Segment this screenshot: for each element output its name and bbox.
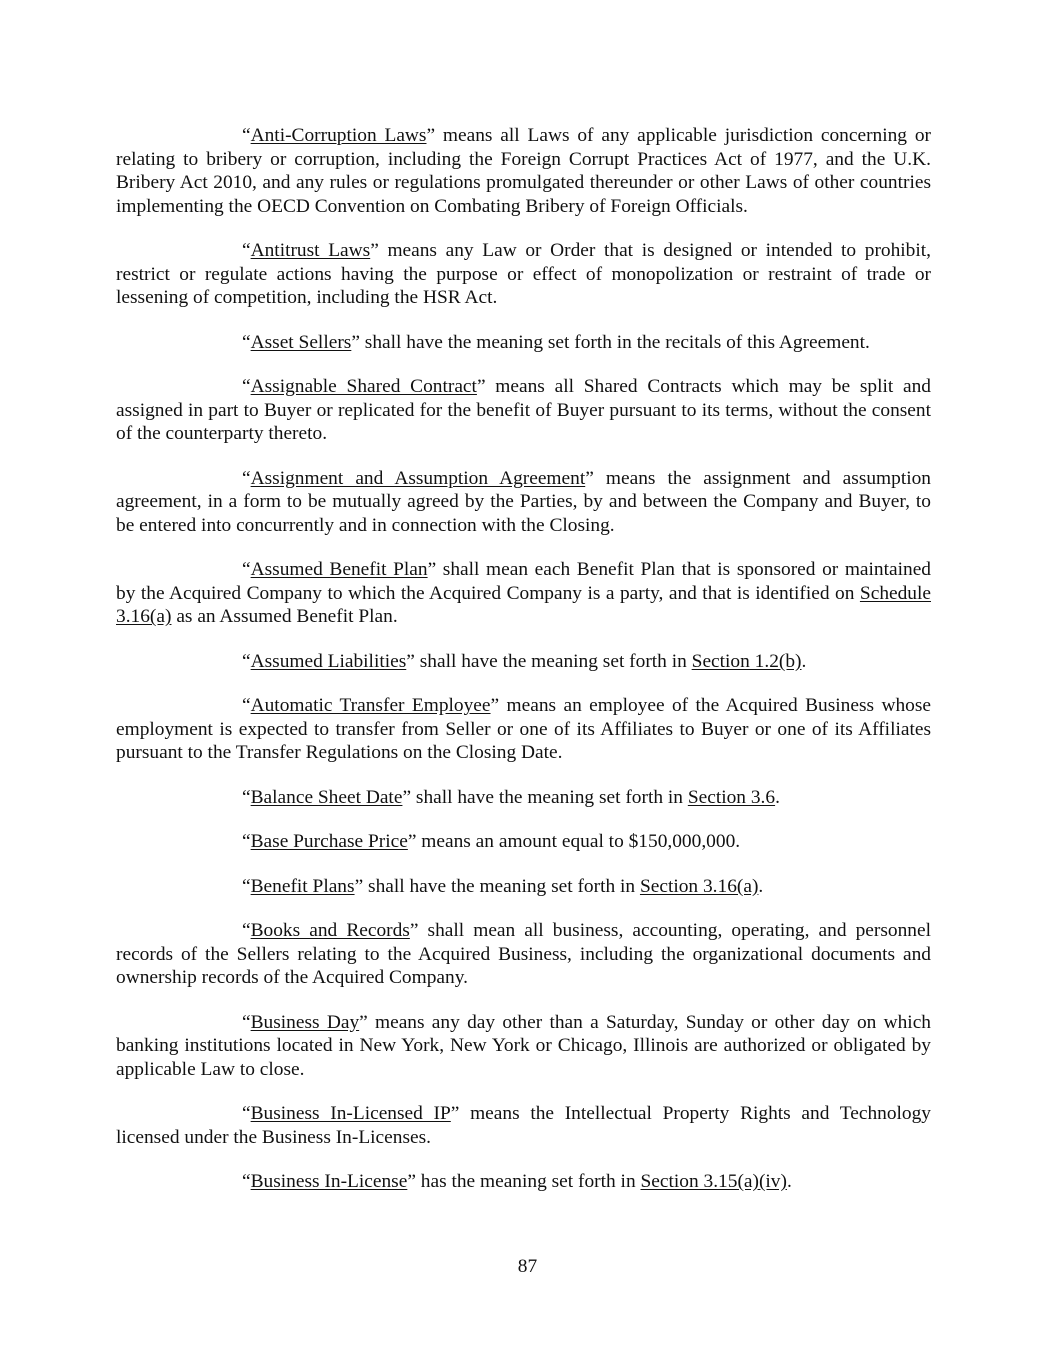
- defined-term: Business In-Licensed IP: [250, 1103, 451, 1125]
- definition-paragraph: “Antitrust Laws” means any Law or Order that is designed or intended to prohibit, restrict or regulate actions having the purpose or effect of monopolization or restraint of trade or lessening of competition, including the HSR Act.: [116, 240, 931, 309]
- definition-paragraph: “Assumed Benefit Plan” shall mean each Benefit Plan that is sponsored or maintained by the Acquired Company to which the Acquired Company is a party, and that is identified on Schedule 3.16(a) as an Assumed Benefit Plan.: [116, 559, 931, 628]
- defined-term: Assumed Liabilities: [250, 650, 407, 672]
- definition-text: ” shall mean each Benefit Plan that is sponsored or maintained by the Acquired Company to which the Acquired Company is a party, and that is identified on: [116, 559, 931, 604]
- definition-text: ” shall have the meaning set forth in the recitals of this Agreement.: [351, 331, 870, 353]
- definition-paragraph: “Business In-Licensed IP” means the Intellectual Property Rights and Technology licensed under the Business In-Licenses.: [116, 1103, 931, 1148]
- definition-text: ” means the assignment and assumption agreement, in a form to be mutually agreed by the Parties, by and between the Company and Buyer, to be entered into concurrently and in connection with the Closing.: [116, 467, 932, 536]
- definition-paragraph: “Assignment and Assumption Agreement” means the assignment and assumption agreement, in a form to be mutually agreed by the Parties, by and between the Company and Buyer, to be entered into concurrently and in connection with the Closing.: [116, 467, 932, 536]
- defined-term: Balance Sheet Date: [250, 786, 403, 808]
- defined-term: Automatic Transfer Employee: [250, 695, 491, 717]
- cross-reference: Section 1.2(b): [691, 650, 802, 672]
- defined-term: Assignment and Assumption Agreement: [250, 467, 586, 489]
- definition-tail: .: [775, 786, 780, 808]
- definition-tail: as an Assumed Benefit Plan.: [171, 606, 398, 628]
- defined-term: Assignable Shared Contract: [250, 376, 477, 398]
- definition-text: ” means all Laws of any applicable jurisdiction concerning or relating to bribery or corruption, including the Foreign Corrupt Practices Act of 1977, and the U.K. Bribery Act 2010, and any rules or regulations promulgated thereunder or other Laws of other countries implementing the OECD Convention on Combating Bribery of Foreign Officials.: [116, 125, 931, 217]
- definition-text: ” means an amount equal to $150,000,000.: [407, 831, 741, 853]
- defined-term: Business In-License: [250, 1171, 408, 1193]
- definition-paragraph: “Books and Records” shall mean all business, accounting, operating, and personnel records of the Sellers relating to the Acquired Business, including the organizational documents and ownership records of the Acquired Company.: [116, 920, 931, 989]
- definition-paragraph: “Anti-Corruption Laws” means all Laws of any applicable jurisdiction concerning or relating to bribery or corruption, including the Foreign Corrupt Practices Act of 1977, and the U.K. Bribery Act 2010, and any rules or regulations promulgated thereunder or other Laws of other countries implementing the OECD Convention on Combating Bribery of Foreign Officials.: [116, 125, 931, 217]
- definition-paragraph: “Asset Sellers” shall have the meaning set forth in the recitals of this Agreement.: [242, 331, 870, 353]
- definition-text: ” shall have the meaning set forth in: [406, 650, 692, 672]
- definition-tail: .: [758, 875, 764, 897]
- cross-reference: Section 3.16(a): [639, 875, 759, 897]
- definition-paragraph: “Assignable Shared Contract” means all Shared Contracts which may be split and assigned in part to Buyer or replicated for the benefit of Buyer pursuant to its terms, without the consent of the counterparty thereto.: [116, 376, 931, 445]
- definition-text: ” shall mean all business, accounting, operating, and personnel records of the Sellers relating to the Acquired Business, including the organizational documents and ownership records of the Acquired Company.: [116, 920, 931, 989]
- definition-text: ” means all Shared Contracts which may be split and assigned in part to Buyer or replicated for the benefit of Buyer pursuant to its terms, without the consent of the counterparty thereto.: [116, 376, 931, 445]
- definition-text: ” shall have the meaning set forth in: [354, 875, 640, 897]
- definition-text: ” means any day other than a Saturday, Sunday or other day on which banking institutions located in New York, New York or Chicago, Illinois are authorized or obligated by applicable Law to close.: [116, 1011, 931, 1080]
- definition-tail: .: [801, 650, 807, 672]
- definition-tail: .: [786, 1171, 792, 1193]
- definition-text: ” means the Intellectual Property Rights and Technology licensed under the Business In-Licenses.: [116, 1103, 931, 1148]
- definition-paragraph: “Balance Sheet Date” shall have the meaning set forth in Section 3.6.: [242, 786, 780, 808]
- definition-text: ” has the meaning set forth in: [407, 1171, 641, 1193]
- definition-paragraph: “Benefit Plans” shall have the meaning set forth in Section 3.16(a).: [242, 875, 764, 897]
- defined-term: Asset Sellers: [250, 331, 352, 353]
- defined-term: Books and Records: [250, 920, 410, 942]
- cross-reference: Section 3.15(a)(iv): [640, 1171, 787, 1193]
- defined-term: Antitrust Laws: [250, 240, 371, 262]
- definitions-list: [116, 124, 931, 1215]
- definition-text: ” means any Law or Order that is designed or intended to prohibit, restrict or regulate actions having the purpose or effect of monopolization or restraint of trade or lessening of competition, including the HSR Act.: [116, 240, 931, 309]
- definition-paragraph: “Base Purchase Price” means an amount equal to $150,000,000.: [242, 831, 741, 853]
- cross-reference: Section 3.6: [687, 786, 776, 808]
- defined-term: Assumed Benefit Plan: [250, 559, 428, 581]
- defined-term: Benefit Plans: [250, 875, 355, 897]
- defined-term: Base Purchase Price: [250, 831, 408, 853]
- definition-text: ” shall have the meaning set forth in: [402, 786, 688, 808]
- cross-reference: Schedule 3.16(a): [116, 582, 931, 628]
- definition-text: ” means an employee of the Acquired Business whose employment is expected to transfer from Seller or one of its Affiliates to Buyer or one of its Affiliates pursuant to the Transfer Regulations on the Closing Date.: [116, 695, 931, 764]
- definition-paragraph: “Automatic Transfer Employee” means an employee of the Acquired Business whose employment is expected to transfer from Seller or one of its Affiliates to Buyer or one of its Affiliates pursuant to the Transfer Regulations on the Closing Date.: [116, 695, 931, 764]
- definition-paragraph: “Business Day” means any day other than a Saturday, Sunday or other day on which banking institutions located in New York, New York or Chicago, Illinois are authorized or obligated by applicable Law to close.: [116, 1011, 931, 1080]
- page-number: 87: [517, 1256, 538, 1277]
- definition-paragraph: “Business In-License” has the meaning set forth in Section 3.15(a)(iv).: [242, 1171, 792, 1193]
- defined-term: Anti-Corruption Laws: [250, 125, 427, 146]
- definition-paragraph: “Assumed Liabilities” shall have the meaning set forth in Section 1.2(b).: [242, 650, 807, 672]
- defined-term: Business Day: [250, 1011, 360, 1033]
